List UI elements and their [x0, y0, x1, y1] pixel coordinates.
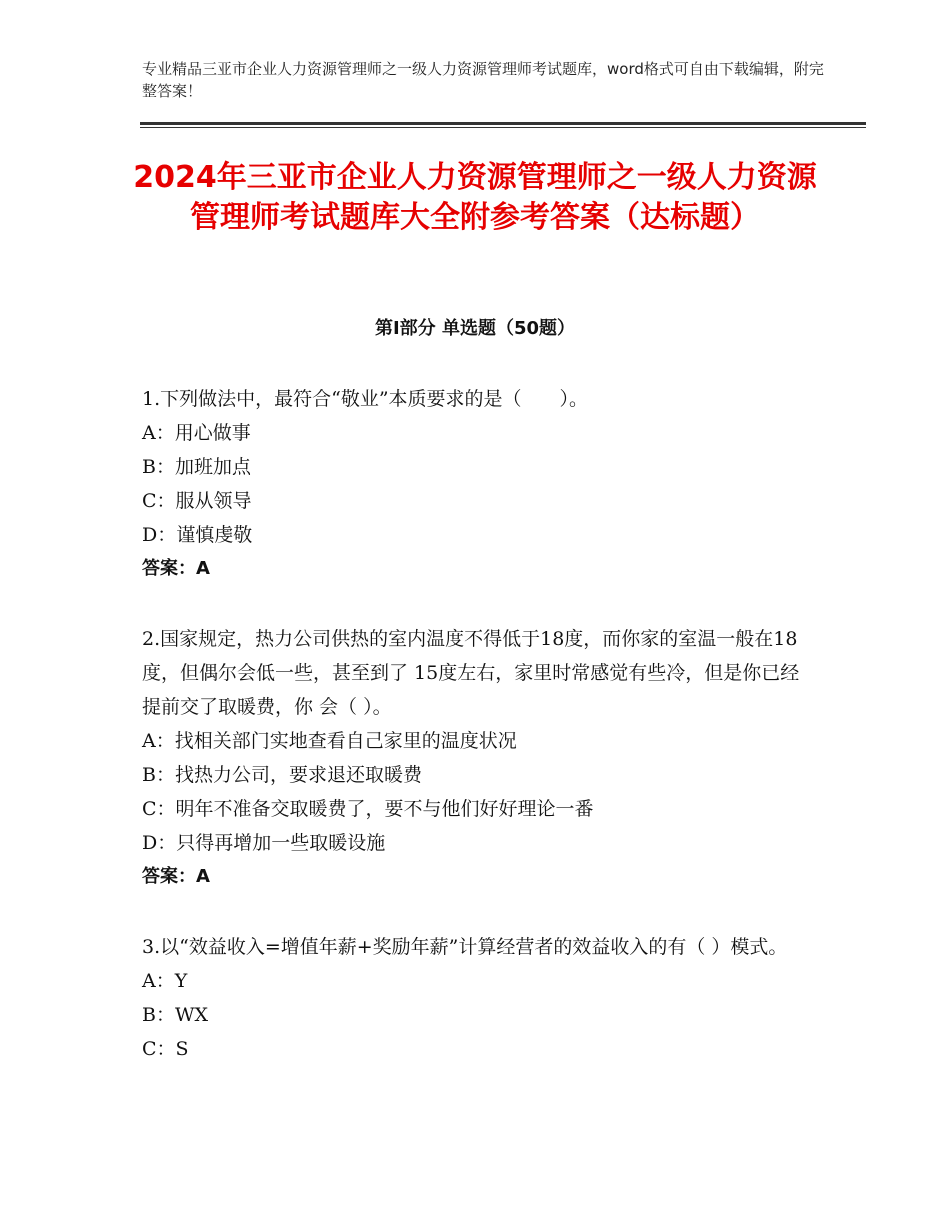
- option-a: A：用心做事: [142, 422, 251, 444]
- option-d: D：谨慎虔敬: [142, 524, 253, 546]
- answer: 答案：A: [142, 558, 210, 579]
- answer: 答案：A: [142, 866, 210, 887]
- question-stem: 3.以“效益收入=增值年薪+奖励年薪”计算经营者的效益收入的有（ ）模式。: [142, 936, 788, 958]
- header-rule-thin: [140, 127, 866, 128]
- option-d: D：只得再增加一些取暖设施: [142, 832, 386, 854]
- option-b: B：WX: [142, 1004, 209, 1026]
- section-title: 第Ⅰ部分 单选题（50题）: [374, 318, 575, 339]
- question-1: [142, 382, 812, 586]
- option-b: B：加班加点: [142, 456, 251, 478]
- document-title: 2024年三亚市企业人力资源管理师之一级人力资源管理师考试题库大全附参考答案（达标题）: [133, 160, 817, 235]
- question-2: [142, 622, 812, 894]
- option-c: C：服从领导: [142, 490, 252, 512]
- option-c: C：明年不准备交取暖费了，要不与他们好好理论一番: [142, 798, 594, 820]
- option-a: A：Y: [142, 970, 188, 992]
- option-a: A：找相关部门实地查看自己家里的温度状况: [142, 730, 517, 752]
- header-rule-thick: [140, 122, 866, 125]
- header-note: 专业精品三亚市企业人力资源管理师之一级人力资源管理师考试题库，word格式可自由下载编辑，附完整答案！: [142, 60, 824, 100]
- question-stem: 2.国家规定，热力公司供热的室内温度不得低于18度，而你家的室温一般在18度，但偶尔会低一些，甚至到了 15度左右，家里时常感觉有些冷，但是你已经提前交了取暖费，你 会（ ）。: [142, 628, 800, 718]
- question-stem: 1.下列做法中，最符合“敬业”本质要求的是（ ）。: [142, 388, 589, 410]
- question-list: [142, 382, 812, 1102]
- option-b: B：找热力公司，要求退还取暖费: [142, 764, 422, 786]
- question-3: [142, 930, 812, 1066]
- option-c: C：S: [142, 1038, 189, 1060]
